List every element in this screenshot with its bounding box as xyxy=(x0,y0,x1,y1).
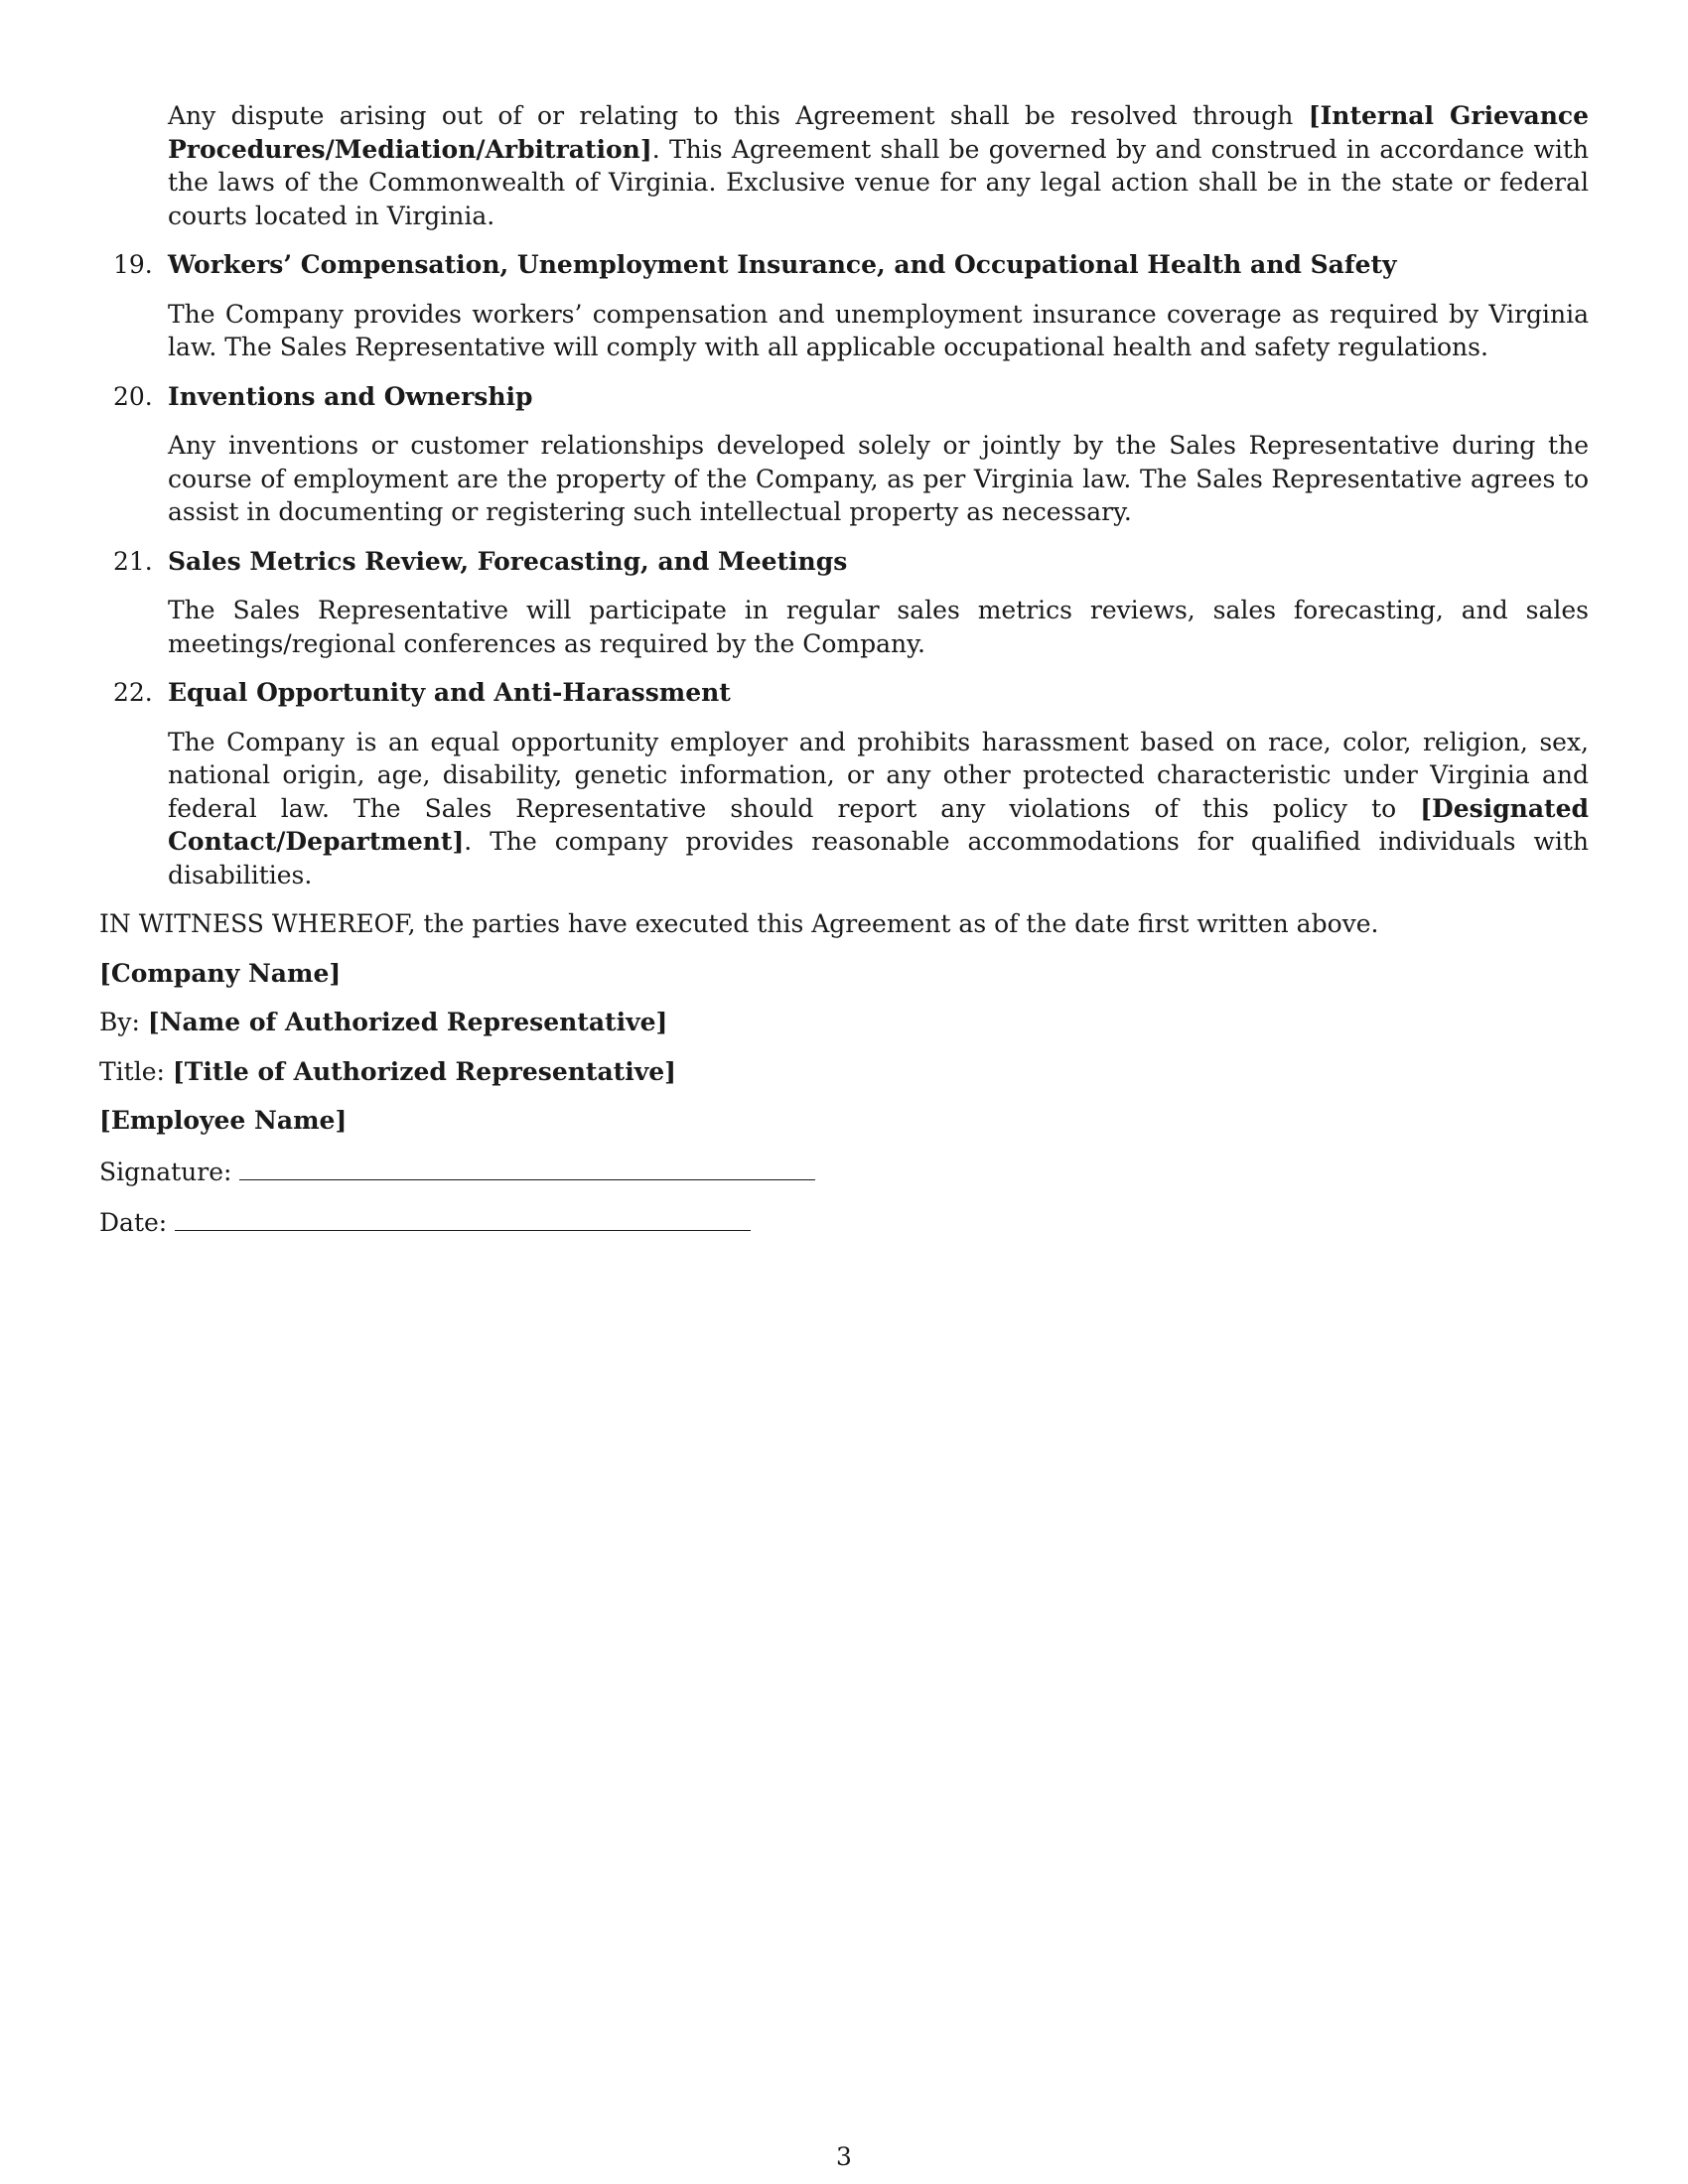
date-blank[interactable] xyxy=(175,1204,751,1231)
section-20-body: Any inventions or customer relationships developed solely or jointly by the Sales Representative during the course of employment are the property of the Company, as per Virginia law. The Sales Representative agrees to assist in documenting or registering such intellectual property as necessary. xyxy=(168,431,1589,526)
designated-contact-placeholder: [Designated Contact/Department] xyxy=(168,793,1589,856)
section-number: 20. xyxy=(113,381,153,411)
section-title: Equal Opportunity and Anti-Harassment xyxy=(168,678,731,707)
section-19-body: The Company provides workers’ compensation and unemployment insurance coverage as required by Virginia law. The Sales Representative will comply with all applicable occupational health and safety regulations. xyxy=(168,299,1589,361)
authorized-representative-name: [Name of Authorized Representative] xyxy=(147,1008,668,1036)
section-number: 21. xyxy=(113,546,153,576)
section-title: Inventions and Ownership xyxy=(168,381,533,411)
section-22-heading xyxy=(113,676,1589,710)
title-line xyxy=(99,1055,1589,1089)
title-label: Title: xyxy=(99,1056,165,1086)
by-label: By: xyxy=(99,1008,140,1036)
dispute-method-placeholder: [Internal Grievance Procedures/Mediation/Arbitration] xyxy=(168,101,1589,164)
by-line xyxy=(99,1006,1589,1039)
date-label: Date: xyxy=(99,1208,168,1237)
page-number: 3 xyxy=(836,2142,852,2171)
authorized-representative-title: [Title of Authorized Representative] xyxy=(172,1056,676,1086)
section-title: Sales Metrics Review, Forecasting, and Meetings xyxy=(168,546,848,576)
company-name: [Company Name] xyxy=(99,958,342,988)
section-number: 19. xyxy=(113,250,153,279)
company-name-placeholder xyxy=(99,957,1589,991)
section-18-body xyxy=(168,99,1589,232)
witness-statement: IN WITNESS WHEREOF, the parties have executed this Agreement as of the date first written above. xyxy=(99,909,1379,938)
signature-line xyxy=(99,1154,1589,1189)
employee-name-placeholder xyxy=(99,1104,1589,1138)
date-line xyxy=(99,1204,1589,1240)
document-page xyxy=(99,99,1589,1240)
section-18-text-1: Any dispute arising out of or relating to this Agreement shall be resolved through xyxy=(168,101,1309,130)
section-20-heading xyxy=(113,380,1589,414)
section-22-text-2: . The company provides reasonable accommodations for qualified individuals with disabilities. xyxy=(168,827,1589,889)
section-title: Workers’ Compensation, Unemployment Insurance, and Occupational Health and Safety xyxy=(168,250,1397,279)
signature-blank[interactable] xyxy=(239,1154,815,1180)
section-22-text-1: The Company is an equal opportunity employer and prohibits harassment based on race, color, religion, sex, national origin, age, disability, genetic information, or any other protected characteristic under Virginia and federal law. The Sales Representative should report any violations of this policy to xyxy=(168,727,1589,823)
section-18-text-2: . This Agreement shall be governed by and construed in accordance with the laws of the Commonwealth of Virginia. Exclusive venue for any legal action shall be in the state or federal courts located in Virginia. xyxy=(168,134,1589,230)
section-number: 22. xyxy=(113,678,153,707)
employee-name: [Employee Name] xyxy=(99,1106,348,1135)
section-21-heading xyxy=(113,545,1589,579)
section-19-heading xyxy=(113,248,1589,282)
signature-label: Signature: xyxy=(99,1157,232,1186)
section-21-body: The Sales Representative will participate in regular sales metrics reviews, sales forecasting, and sales meetings/regional conferences as required by the Company. xyxy=(168,596,1589,658)
section-22-body xyxy=(168,726,1589,892)
